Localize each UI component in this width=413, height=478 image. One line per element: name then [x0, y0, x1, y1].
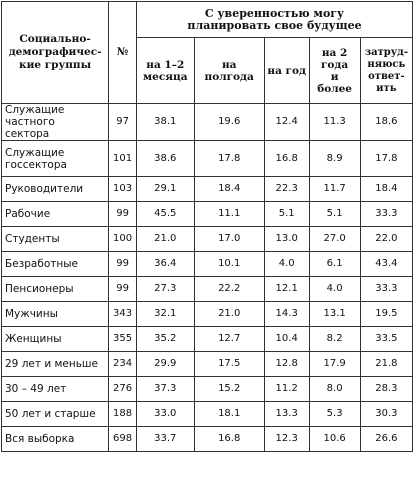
cell-1-2-months: 27.3: [137, 277, 195, 302]
cell-half-year: 17.8: [194, 141, 264, 177]
table-row: [2, 302, 413, 327]
cell-1-2-months: 21.0: [137, 227, 195, 252]
row-group-label: Безработные: [2, 252, 109, 277]
cell-undecided: 33.3: [360, 277, 412, 302]
header-2-years-plus: на 2 года и более: [309, 38, 360, 104]
row-group-label: Пенсионеры: [2, 277, 109, 302]
header-group-column: Социально-демографичес-кие группы: [2, 2, 109, 104]
cell-2-years-plus: 8.0: [309, 377, 360, 402]
cell-1-2-months: 33.7: [137, 427, 195, 452]
cell-undecided: 18.6: [360, 104, 412, 141]
row-group-label: 29 лет и меньше: [2, 352, 109, 377]
row-sample-size: 101: [109, 141, 137, 177]
row-sample-size: 355: [109, 327, 137, 352]
cell-1-2-months: 35.2: [137, 327, 195, 352]
table-row: [2, 177, 413, 202]
row-sample-size: 97: [109, 104, 137, 141]
cell-2-years-plus: 8.9: [309, 141, 360, 177]
cell-half-year: 16.8: [194, 427, 264, 452]
row-group-label: Мужчины: [2, 302, 109, 327]
row-group-label: Вся выборка: [2, 427, 109, 452]
cell-one-year: 11.2: [264, 377, 309, 402]
cell-one-year: 14.3: [264, 302, 309, 327]
row-sample-size: 99: [109, 252, 137, 277]
cell-one-year: 10.4: [264, 327, 309, 352]
row-group-label: Женщины: [2, 327, 109, 352]
cell-one-year: 22.3: [264, 177, 309, 202]
cell-undecided: 19.5: [360, 302, 412, 327]
table-row: [2, 327, 413, 352]
table-row: [2, 227, 413, 252]
table-row: [2, 104, 413, 141]
cell-2-years-plus: 13.1: [309, 302, 360, 327]
cell-half-year: 15.2: [194, 377, 264, 402]
cell-2-years-plus: 11.7: [309, 177, 360, 202]
cell-1-2-months: 38.6: [137, 141, 195, 177]
cell-2-years-plus: 17.9: [309, 352, 360, 377]
cell-one-year: 13.0: [264, 227, 309, 252]
cell-1-2-months: 45.5: [137, 202, 195, 227]
cell-1-2-months: 32.1: [137, 302, 195, 327]
cell-half-year: 11.1: [194, 202, 264, 227]
header-half-year: на полгода: [194, 38, 264, 104]
cell-undecided: 22.0: [360, 227, 412, 252]
cell-half-year: 18.1: [194, 402, 264, 427]
cell-one-year: 12.3: [264, 427, 309, 452]
cell-2-years-plus: 5.3: [309, 402, 360, 427]
cell-1-2-months: 29.9: [137, 352, 195, 377]
cell-one-year: 4.0: [264, 252, 309, 277]
cell-undecided: 33.3: [360, 202, 412, 227]
cell-half-year: 21.0: [194, 302, 264, 327]
cell-half-year: 17.5: [194, 352, 264, 377]
cell-2-years-plus: 11.3: [309, 104, 360, 141]
table-body: [2, 104, 413, 452]
cell-1-2-months: 38.1: [137, 104, 195, 141]
cell-undecided: 43.4: [360, 252, 412, 277]
row-sample-size: 99: [109, 277, 137, 302]
header-one-year: на год: [264, 38, 309, 104]
row-group-label: 30 – 49 лет: [2, 377, 109, 402]
cell-half-year: 22.2: [194, 277, 264, 302]
row-sample-size: 234: [109, 352, 137, 377]
cell-1-2-months: 36.4: [137, 252, 195, 277]
row-sample-size: 99: [109, 202, 137, 227]
table-row: [2, 252, 413, 277]
row-group-label: Студенты: [2, 227, 109, 252]
cell-2-years-plus: 6.1: [309, 252, 360, 277]
table-row: [2, 277, 413, 302]
cell-1-2-months: 33.0: [137, 402, 195, 427]
cell-half-year: 17.0: [194, 227, 264, 252]
cell-one-year: 16.8: [264, 141, 309, 177]
cell-one-year: 12.1: [264, 277, 309, 302]
header-undecided: затруд-няюсь ответ-ить: [360, 38, 412, 104]
cell-undecided: 33.5: [360, 327, 412, 352]
cell-2-years-plus: 5.1: [309, 202, 360, 227]
cell-undecided: 17.8: [360, 141, 412, 177]
row-group-label: 50 лет и старше: [2, 402, 109, 427]
cell-half-year: 10.1: [194, 252, 264, 277]
cell-one-year: 13.3: [264, 402, 309, 427]
row-sample-size: 343: [109, 302, 137, 327]
row-sample-size: 188: [109, 402, 137, 427]
survey-table: [1, 1, 413, 452]
row-group-label: Служащие частного сектора: [2, 104, 109, 141]
table-row: [2, 377, 413, 402]
cell-1-2-months: 29.1: [137, 177, 195, 202]
cell-2-years-plus: 27.0: [309, 227, 360, 252]
table-row: [2, 402, 413, 427]
cell-half-year: 12.7: [194, 327, 264, 352]
header-confidence-group: С уверенностью могу планировать свое будущее: [137, 2, 413, 38]
cell-half-year: 18.4: [194, 177, 264, 202]
header-n-column: №: [109, 2, 137, 104]
cell-undecided: 26.6: [360, 427, 412, 452]
cell-one-year: 5.1: [264, 202, 309, 227]
cell-2-years-plus: 10.6: [309, 427, 360, 452]
cell-undecided: 30.3: [360, 402, 412, 427]
row-sample-size: 103: [109, 177, 137, 202]
row-group-label: Руководители: [2, 177, 109, 202]
row-sample-size: 698: [109, 427, 137, 452]
cell-1-2-months: 37.3: [137, 377, 195, 402]
cell-2-years-plus: 8.2: [309, 327, 360, 352]
cell-2-years-plus: 4.0: [309, 277, 360, 302]
row-sample-size: 276: [109, 377, 137, 402]
cell-undecided: 18.4: [360, 177, 412, 202]
cell-undecided: 28.3: [360, 377, 412, 402]
table-row: [2, 427, 413, 452]
row-group-label: Рабочие: [2, 202, 109, 227]
cell-one-year: 12.8: [264, 352, 309, 377]
row-sample-size: 100: [109, 227, 137, 252]
header-1-2-months: на 1–2 месяца: [137, 38, 195, 104]
table-row: [2, 352, 413, 377]
cell-half-year: 19.6: [194, 104, 264, 141]
table-row: [2, 202, 413, 227]
table-row: [2, 141, 413, 177]
cell-one-year: 12.4: [264, 104, 309, 141]
cell-undecided: 21.8: [360, 352, 412, 377]
row-group-label: Служащие госсектора: [2, 141, 109, 177]
